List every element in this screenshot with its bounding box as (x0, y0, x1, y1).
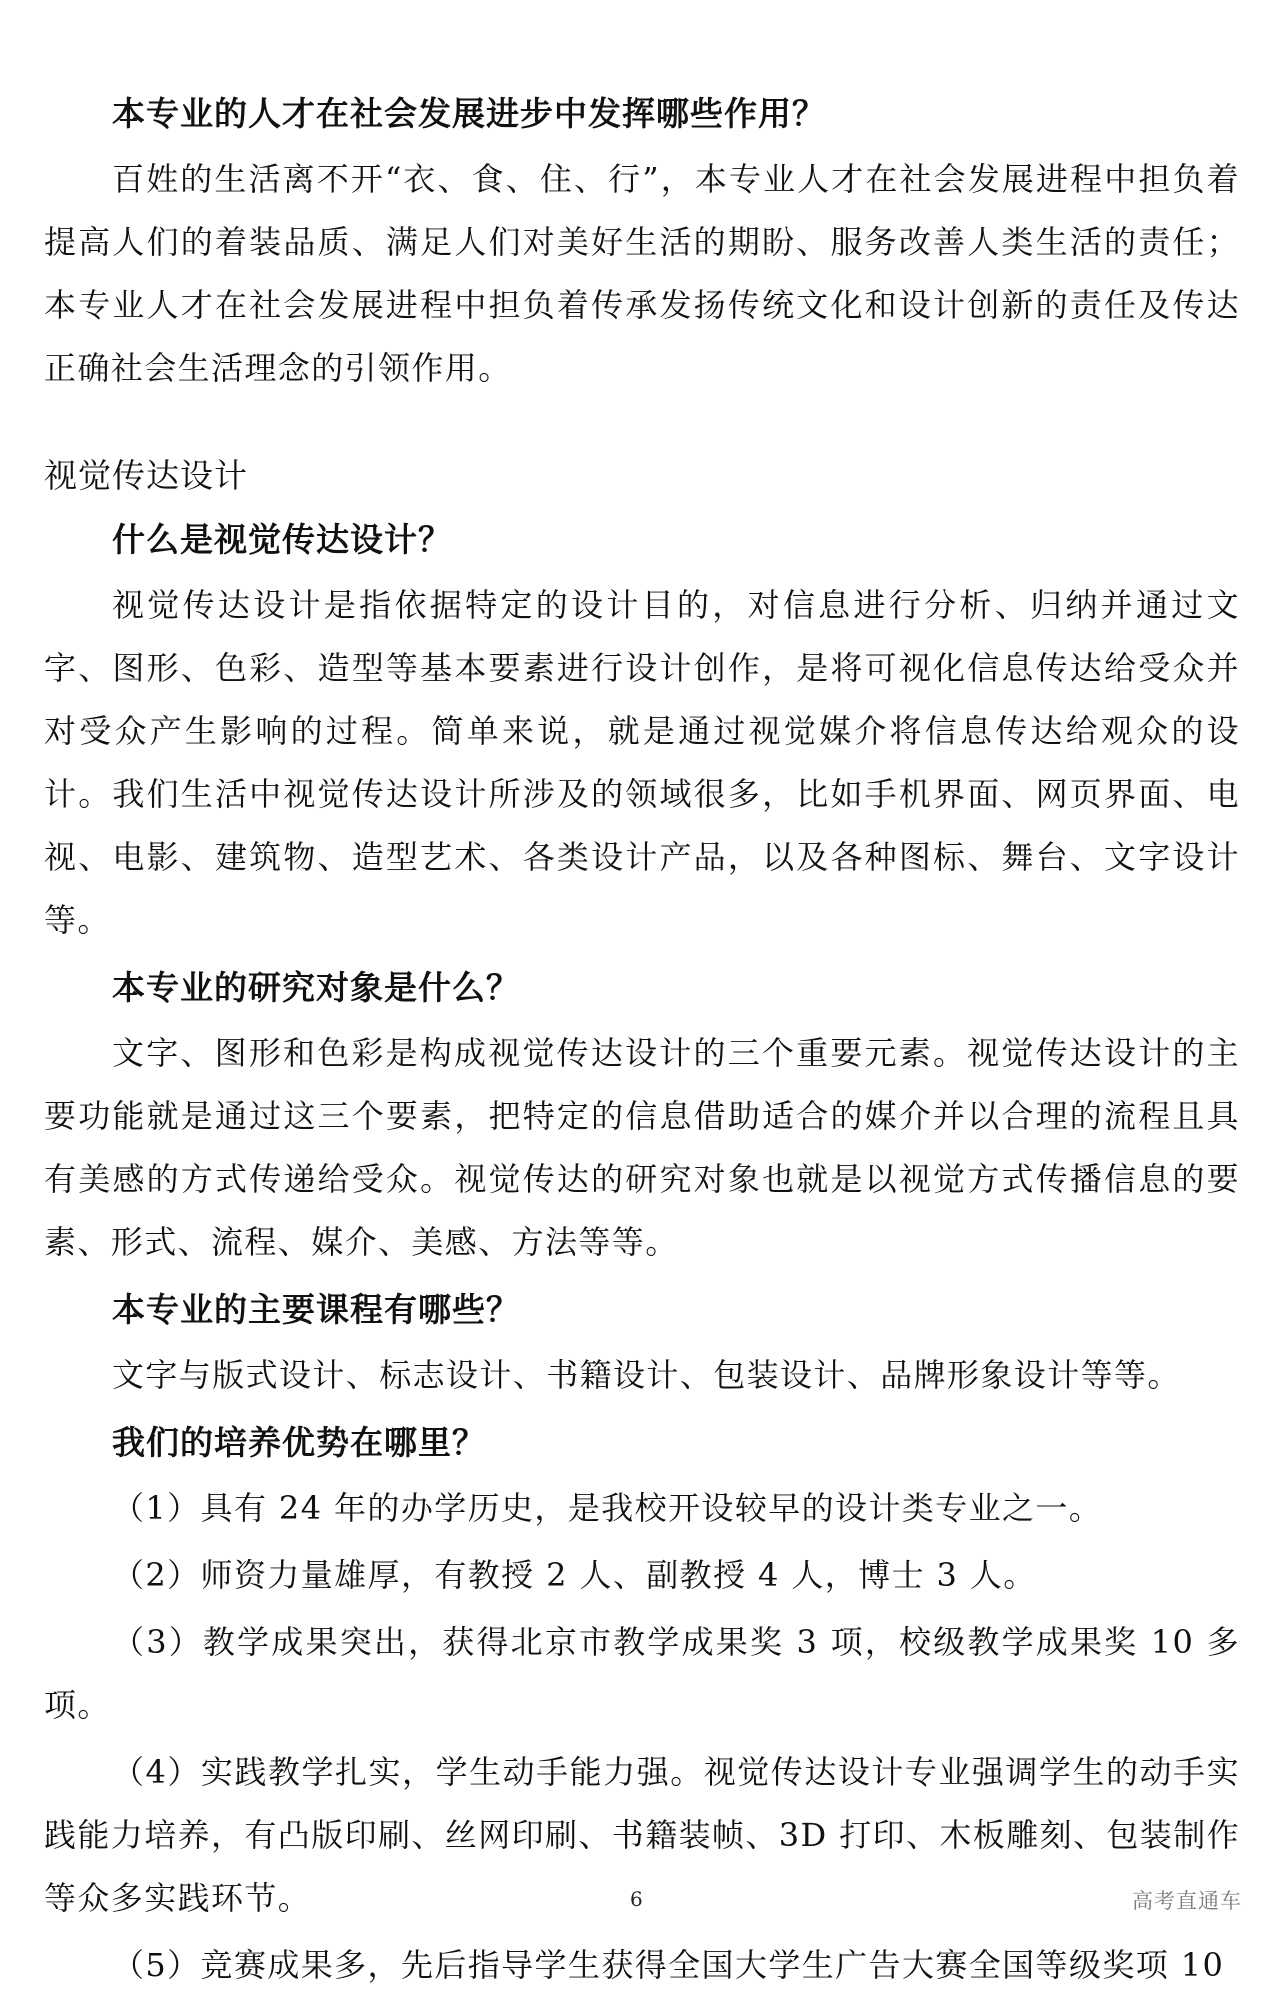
question-training-advantages: 我们的培养优势在哪里？ (112, 1423, 486, 1462)
watermark-text: 高考直通车 (1132, 1889, 1242, 1913)
advantage-item: （2）师资力量雄厚，有教授 2 人、副教授 4 人，博士 3 人。 (112, 1556, 1037, 1594)
advantage-item: （3）教学成果突出，获得北京市教学成果奖 3 项，校级教学成果奖 10 多项。 (44, 1623, 1240, 1724)
section-question-role: 本专业的人才在社会发展进步中发挥哪些作用？ (112, 94, 826, 133)
answer-main-courses: 文字与版式设计、标志设计、书籍设计、包装设计、品牌形象设计等等。 (112, 1356, 1181, 1394)
question-research-object: 本专业的研究对象是什么？ (112, 968, 520, 1007)
advantage-item: （1）具有 24 年的办学历史，是我校开设较早的设计类专业之一。 (112, 1489, 1103, 1527)
page-footer (0, 1886, 1280, 1920)
advantage-item: （5）竞赛成果多，先后指导学生获得全国大学生广告大赛全国等级奖项 10 (112, 1946, 1225, 1984)
document-page (44, 82, 1240, 1997)
page-number: 6 (630, 1887, 643, 1911)
question-main-courses: 本专业的主要课程有哪些？ (112, 1290, 520, 1329)
section-title-visual-communication: 视觉传达设计 (44, 456, 248, 495)
advantage-item: （4）实践教学扎实，学生动手能力强。视觉传达设计专业强调学生的动手实践能力培养，有凸版印刷、丝网印刷、书籍装帧、3D 打印、木板雕刻、包装制作等众多实践环节。 (44, 1753, 1240, 1917)
question-what-is: 什么是视觉传达设计？ (112, 520, 452, 559)
answer-what-is: 视觉传达设计是指依据特定的设计目的，对信息进行分析、归纳并通过文字、图形、色彩、造型等基本要素进行设计创作，是将可视化信息传达给受众并对受众产生影响的过程。简单来说，就是通过视觉媒介将信息传达给观众的设计。我们生活中视觉传达设计所涉及的领域很多，比如手机界面、网页界面、电视、电影、建筑物、造型艺术、各类设计产品，以及各种图标、舞台、文字设计等。 (44, 586, 1240, 939)
answer-research-object: 文字、图形和色彩是构成视觉传达设计的三个重要元素。视觉传达设计的主要功能就是通过这三个要素，把特定的信息借助适合的媒介并以合理的流程且具有美感的方式传递给受众。视觉传达的研究对象也就是以视觉方式传播信息的要素、形式、流程、媒介、美感、方法等等。 (44, 1034, 1240, 1261)
section-answer-role: 百姓的生活离不开“衣、食、住、行”，本专业人才在社会发展进程中担负着提高人们的着装品质、满足人们对美好生活的期盼、服务改善人类生活的责任；本专业人才在社会发展进程中担负着传承发扬传统文化和设计创新的责任及传达正确社会生活理念的引领作用。 (44, 160, 1240, 387)
